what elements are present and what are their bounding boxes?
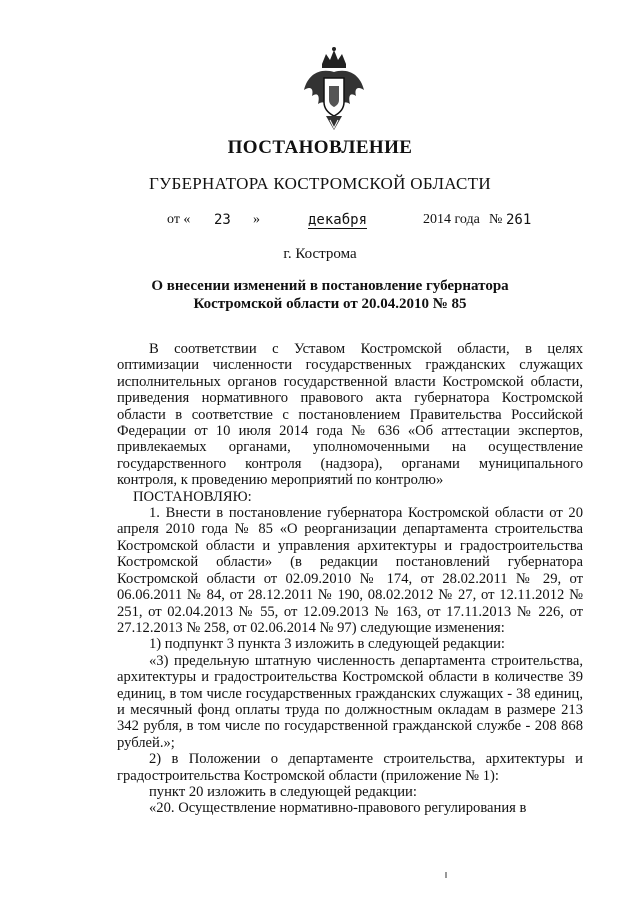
paragraph-resolve: ПОСТАНОВЛЯЮ: xyxy=(133,488,252,505)
date-month: декабря xyxy=(308,212,368,228)
paragraph-preamble: В соответствии с Уставом Костромской области, в целях оптимизации численности государственных гражданских служащих исполнительных органов государственной власти Костромской области, приведения нормативного правового акта губернатора Костромской области в соответствие с постановлением Правительства Российской Федерации от 10 июля 2014 года № 636 «Об аттестации экспертов, привлекаемых органами, уполномоченными на осуществление государственного контроля (надзора), органами муниципального контроля, к проведению мероприятий по контролю» xyxy=(117,341,583,489)
date-line xyxy=(0,212,640,234)
date-quote-close: » xyxy=(253,212,260,227)
document-number: 261 xyxy=(506,212,532,228)
paragraph-subitem-1: 1) подпункт 3 пункта 3 изложить в следующей редакции: xyxy=(149,636,505,653)
document-body xyxy=(117,341,583,817)
paragraph-point-20: пункт 20 изложить в следующей редакции: xyxy=(149,783,417,800)
number-sign: № xyxy=(489,212,503,227)
city-line: г. Кострома xyxy=(283,246,357,262)
paragraph-item-1: 1. Внести в постановление губернатора Костромской области от 20 апреля 2010 года № 85 «О реорганизации департамента строительства Костромской области и управления архитектуры и градостроительства Костромской области» (в редакции постановлений губернатора Костромской области от 02.09.2010 № 174, от 28.02.2011 № 29, от 06.06.2011 № 84, от 28.12.2011 № 190, 08.02.2012 № 27, от 12.11.2012 № 251, от 02.04.2013 № 55, от 12.09.2013 № 163, от 17.11.2013 № 226, от 27.12.2013 № 258, от 02.06.2014 № 97) следующие изменения: xyxy=(117,505,583,636)
document-type-title: ПОСТАНОВЛЕНИЕ xyxy=(227,137,413,158)
date-prefix: от « xyxy=(167,212,191,227)
subject-line-1: О внесении изменений в постановление губернатора xyxy=(151,278,509,294)
coat-of-arms-emblem xyxy=(300,46,368,134)
date-day: 23 xyxy=(214,212,231,228)
scan-mark xyxy=(445,872,447,878)
paragraph-quote-3: «3) предельную штатную численность департамента строительства, архитектуры и градостроительства Костромской области в количестве 39 единиц, в том числе государственных гражданских служащих - 38 единиц, и месячный фонд оплаты труда по должностным окладам в размере 213 342 рубля, в том числе по государственной гражданской службе - 208 868 рублей.»; xyxy=(117,652,583,751)
paragraph-subitem-2: 2) в Положении о департаменте строительства, архитектуры и градостроительства Костромской области (приложение № 1): xyxy=(117,751,583,784)
paragraph-quote-20: «20. Осуществление нормативно-правового регулирования в xyxy=(149,800,527,817)
issuer-title: ГУБЕРНАТОРА КОСТРОМСКОЙ ОБЛАСТИ xyxy=(149,174,491,193)
subject-line-2: Костромской области от 20.04.2010 № 85 xyxy=(193,296,467,312)
date-year: 2014 года xyxy=(423,212,480,227)
document-subject xyxy=(130,277,530,313)
